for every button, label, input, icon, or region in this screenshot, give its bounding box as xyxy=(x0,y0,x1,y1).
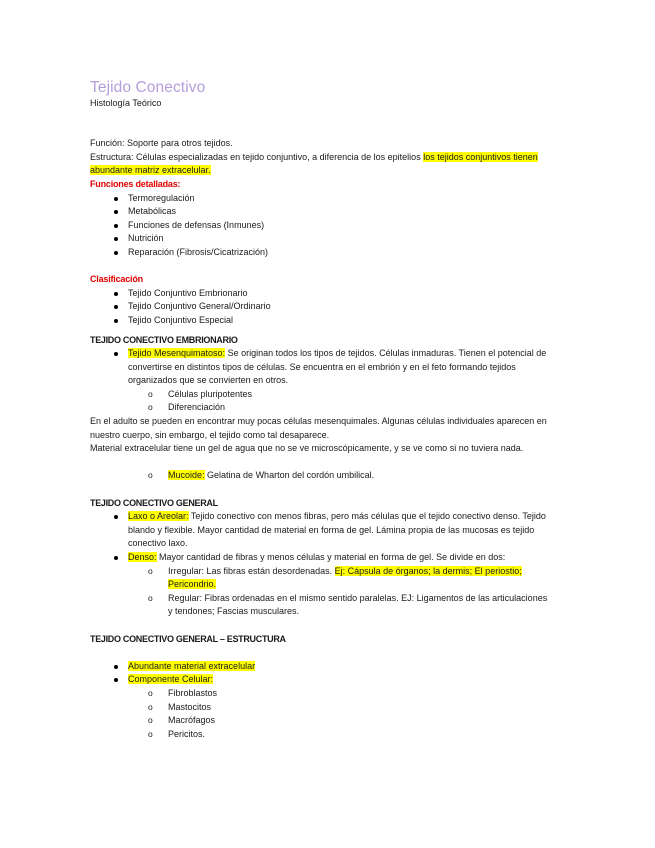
mesenquimatoso-label: Tejido Mesenquimatoso: xyxy=(128,348,226,359)
sub-list-item: o Pericitos. xyxy=(90,728,550,742)
irregular-highlight: Ej: Cápsula de órganos; la dermis; El periostio; Pericondrio. xyxy=(168,565,522,590)
sub-list-item: o Fibroblastos xyxy=(90,687,550,701)
section-heading-embrionario: TEJIDO CONECTIVO EMBRIONARIO xyxy=(90,334,238,345)
denso-label: Denso: xyxy=(128,552,157,562)
list-item xyxy=(90,673,550,687)
list-item xyxy=(90,510,550,551)
sub-list-item: o Mastocitos xyxy=(90,701,550,715)
list-item: Tejido Conjuntivo General/Ordinario xyxy=(90,300,550,314)
mucoide-label: Mucoide: xyxy=(168,470,205,481)
list-item: Funciones de defensas (Inmunes) xyxy=(90,219,550,233)
componente-highlight: Componente Celular: xyxy=(128,674,214,685)
sub-list-item: o Regular: Fibras ordenadas en el mismo sentido paralelas. EJ: Ligamentos de las articulaciones y tendones; Fascias musculares. xyxy=(90,592,550,619)
adulto-paragraph: En el adulto se pueden en encontrar muy pocas células mesenquimales. Algunas células individuales aparecen en nuestro cuerpo, sin embargo, el tejido como tal desaparece. xyxy=(90,416,547,440)
list-item xyxy=(90,347,550,388)
laxo-text: Tejido conectivo con menos fibras, pero más células que el tejido conectivo denso. Tejido blando y flexible. Mayor cantidad de material en forma de gel. Lámina propia de las mucosas es tejido conectivo laxo. xyxy=(128,511,546,549)
mucoide-list xyxy=(90,469,550,483)
sub-list-item: o Diferenciación xyxy=(90,401,550,415)
section-heading-general: TEJIDO CONECTIVO GENERAL xyxy=(90,497,218,508)
embrionario-list xyxy=(90,347,550,415)
sub-list-item: o Macrófagos xyxy=(90,714,550,728)
mucoide-text: Gelatina de Wharton del cordón umbilical. xyxy=(204,470,375,481)
estructura-line xyxy=(90,151,550,178)
estructura-list xyxy=(90,660,550,742)
section-heading-estructura: TEJIDO CONECTIVO GENERAL – ESTRUCTURA xyxy=(90,633,286,644)
sub-list-item: o Células pluripotentes xyxy=(90,388,550,402)
list-item: Tejido Conjuntivo Especial xyxy=(90,314,550,328)
doc-subtitle: Histología Teórico xyxy=(90,98,162,108)
estructura-highlight: los tejidos conjuntivos tienen abundante matriz extracelular. xyxy=(90,151,538,176)
matriz-paragraph: Material extracelular tiene un gel de agua que no se ve microscópicamente, y se ve como si no tuviera nada. xyxy=(90,443,524,454)
doc-title: Tejido Conectivo xyxy=(90,79,206,96)
denso-text: Mayor cantidad de fibras y menos células y material en forma de gel. Se divide en dos: xyxy=(156,552,506,562)
sub-list-item xyxy=(90,565,550,592)
funciones-heading: Funciones detalladas: xyxy=(90,178,181,189)
list-item xyxy=(90,660,550,674)
matriz-highlight: Abundante material extracelular xyxy=(128,660,256,671)
list-item: Tejido Conjuntivo Embrionario xyxy=(90,287,550,301)
list-item: Nutrición xyxy=(90,232,550,246)
funciones-list xyxy=(90,192,550,260)
clasificacion-list xyxy=(90,287,550,328)
clasificacion-heading: Clasificación xyxy=(90,274,143,285)
list-item xyxy=(90,551,550,565)
funcion-line: Función: Soporte para otros tejidos. xyxy=(90,138,233,149)
document-page xyxy=(90,78,550,741)
estructura-text: Estructura: Células especializadas en tejido conjuntivo, a diferencia de los epitelios xyxy=(90,151,424,162)
irregular-text: Irregular: Las fibras están desordenadas. xyxy=(168,565,335,576)
sub-list-item xyxy=(90,469,550,483)
laxo-label: Laxo o Areolar: xyxy=(128,511,189,522)
list-item: Reparación (Fibrosis/Cicatrización) xyxy=(90,246,550,260)
general-list xyxy=(90,510,550,619)
list-item: Termoregulación xyxy=(90,192,550,206)
mesenquimatoso-text: Se originan todos los tipos de tejidos. Células inmaduras. Tienen el potencial de convertirse en distintos tipos de células. Se encuentra en el embrión y en el feto formando tejidos organizados que se convierten en otros. xyxy=(128,348,547,386)
list-item: Metabólicas xyxy=(90,205,550,219)
